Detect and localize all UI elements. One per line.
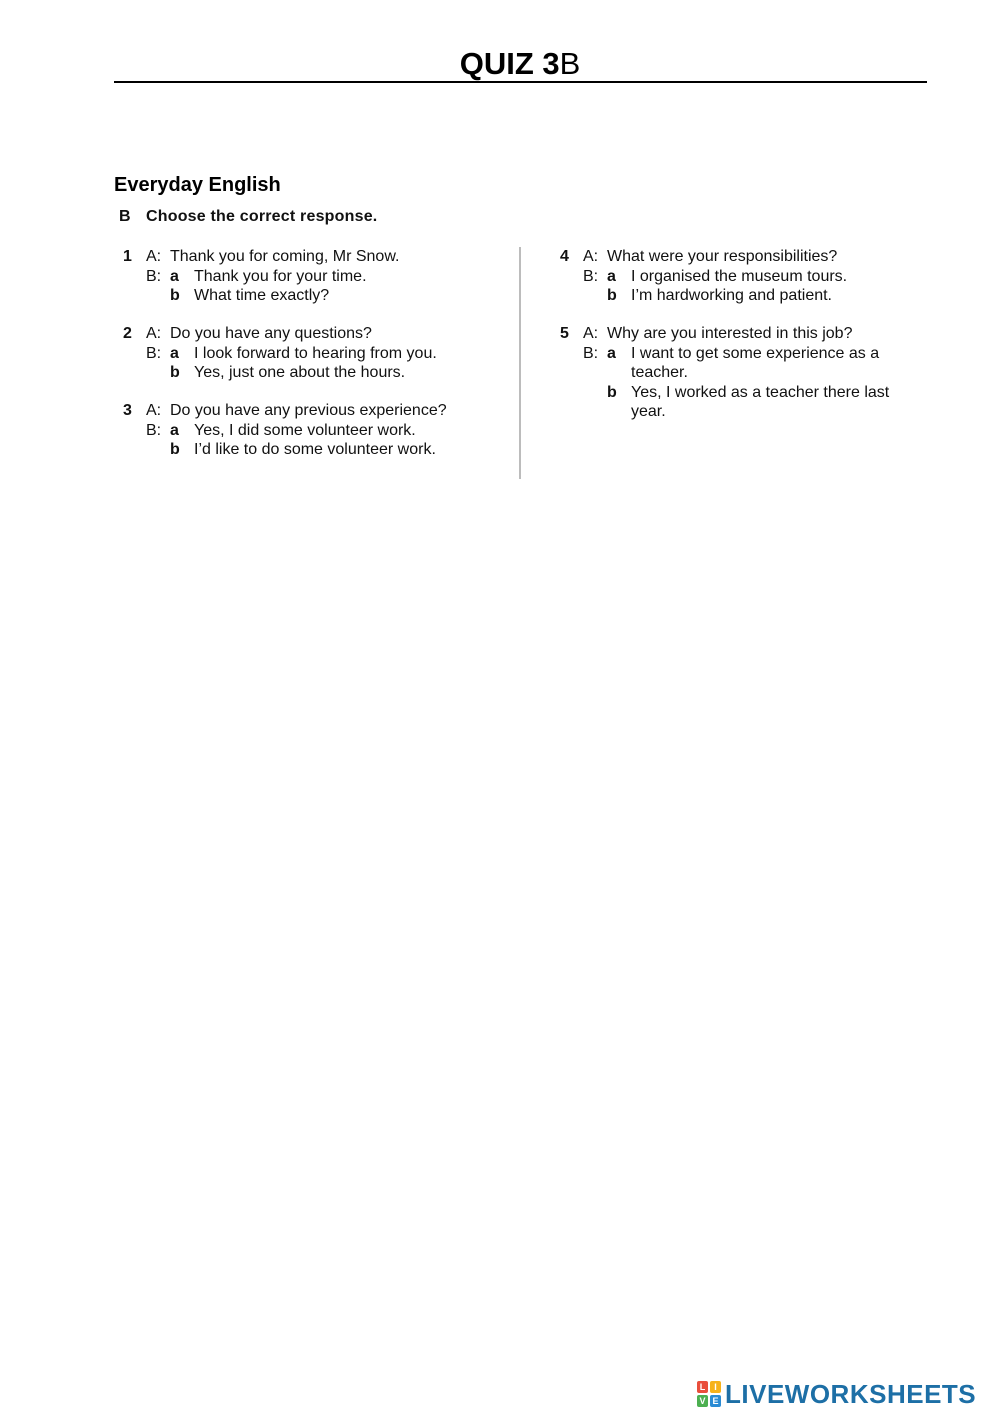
question-5: [560, 324, 920, 424]
option-b-letter[interactable]: b: [607, 287, 617, 304]
speaker-a-label: A:: [146, 402, 162, 419]
option-a-letter[interactable]: a: [607, 344, 616, 362]
option-b-text[interactable]: I’d like to do some volunteer work.: [194, 441, 436, 458]
option-a-text[interactable]: Yes, I did some volunteer work.: [194, 421, 416, 439]
speaker-a-label: A:: [146, 325, 162, 342]
option-a-letter[interactable]: a: [170, 267, 179, 285]
question-number: 5: [560, 325, 569, 342]
task-letter: B: [119, 208, 131, 225]
option-a-letter[interactable]: a: [170, 421, 179, 439]
option-b-letter[interactable]: b: [170, 287, 180, 304]
option-b-text[interactable]: Yes, just one about the hours.: [194, 364, 406, 381]
question-prompt: Why are you interested in this job?: [607, 325, 853, 342]
question-number: 3: [123, 402, 132, 419]
title-underline: [114, 81, 927, 83]
speaker-a-label: A:: [583, 248, 599, 265]
option-b-letter[interactable]: b: [607, 383, 617, 401]
question-4: [560, 247, 920, 307]
option-a-text[interactable]: I look forward to hearing from you.: [194, 344, 437, 362]
speaker-b-label: B:: [146, 421, 162, 439]
column-divider: [519, 247, 521, 479]
speaker-b-label: B:: [583, 267, 599, 285]
liveworksheets-logo: [697, 1379, 976, 1409]
logo-text: LIVEWORKSHEETS: [725, 1379, 977, 1409]
speaker-b-label: B:: [146, 344, 162, 362]
question-3: [123, 401, 503, 461]
option-b-letter[interactable]: b: [170, 441, 180, 458]
question-number: 2: [123, 325, 132, 342]
option-b-text[interactable]: Yes, I worked as a teacher there last year.: [631, 383, 890, 420]
logo-mark-tile: L: [697, 1381, 708, 1393]
speaker-b-label: B:: [146, 267, 162, 285]
question-number: 4: [560, 248, 569, 265]
quiz-title-main: QUIZ 3: [459, 46, 560, 81]
question-prompt: Do you have any questions?: [170, 325, 372, 342]
quiz-title: [114, 44, 926, 84]
question-2: [123, 324, 503, 384]
speaker-a-label: A:: [583, 325, 599, 342]
option-a-text[interactable]: Thank you for your time.: [194, 267, 367, 285]
logo-mark-tile: E: [710, 1395, 721, 1407]
question-prompt: Do you have any previous experience?: [170, 402, 447, 419]
quiz-title-suffix: B: [559, 46, 581, 81]
speaker-b-label: B:: [583, 344, 599, 362]
option-a-text[interactable]: I want to get some experience as a teacher.: [631, 344, 880, 381]
option-b-letter[interactable]: b: [170, 364, 180, 381]
speaker-a-label: A:: [146, 248, 162, 265]
question-1: [123, 247, 503, 307]
option-a-letter[interactable]: a: [607, 267, 616, 285]
option-a-text[interactable]: I organised the museum tours.: [631, 267, 848, 285]
option-a-letter[interactable]: a: [170, 344, 179, 362]
section-heading: Everyday English: [114, 174, 281, 196]
logo-mark-tile: V: [697, 1395, 708, 1407]
option-b-text[interactable]: I’m hardworking and patient.: [631, 287, 832, 304]
logo-mark-tile: I: [710, 1381, 721, 1393]
question-prompt: What were your responsibilities?: [607, 248, 838, 265]
question-number: 1: [123, 248, 132, 265]
option-b-text[interactable]: What time exactly?: [194, 287, 330, 304]
task-instruction: Choose the correct response.: [146, 208, 378, 225]
logo-mark-icon: [697, 1381, 721, 1407]
question-prompt: Thank you for coming, Mr Snow.: [170, 248, 400, 265]
